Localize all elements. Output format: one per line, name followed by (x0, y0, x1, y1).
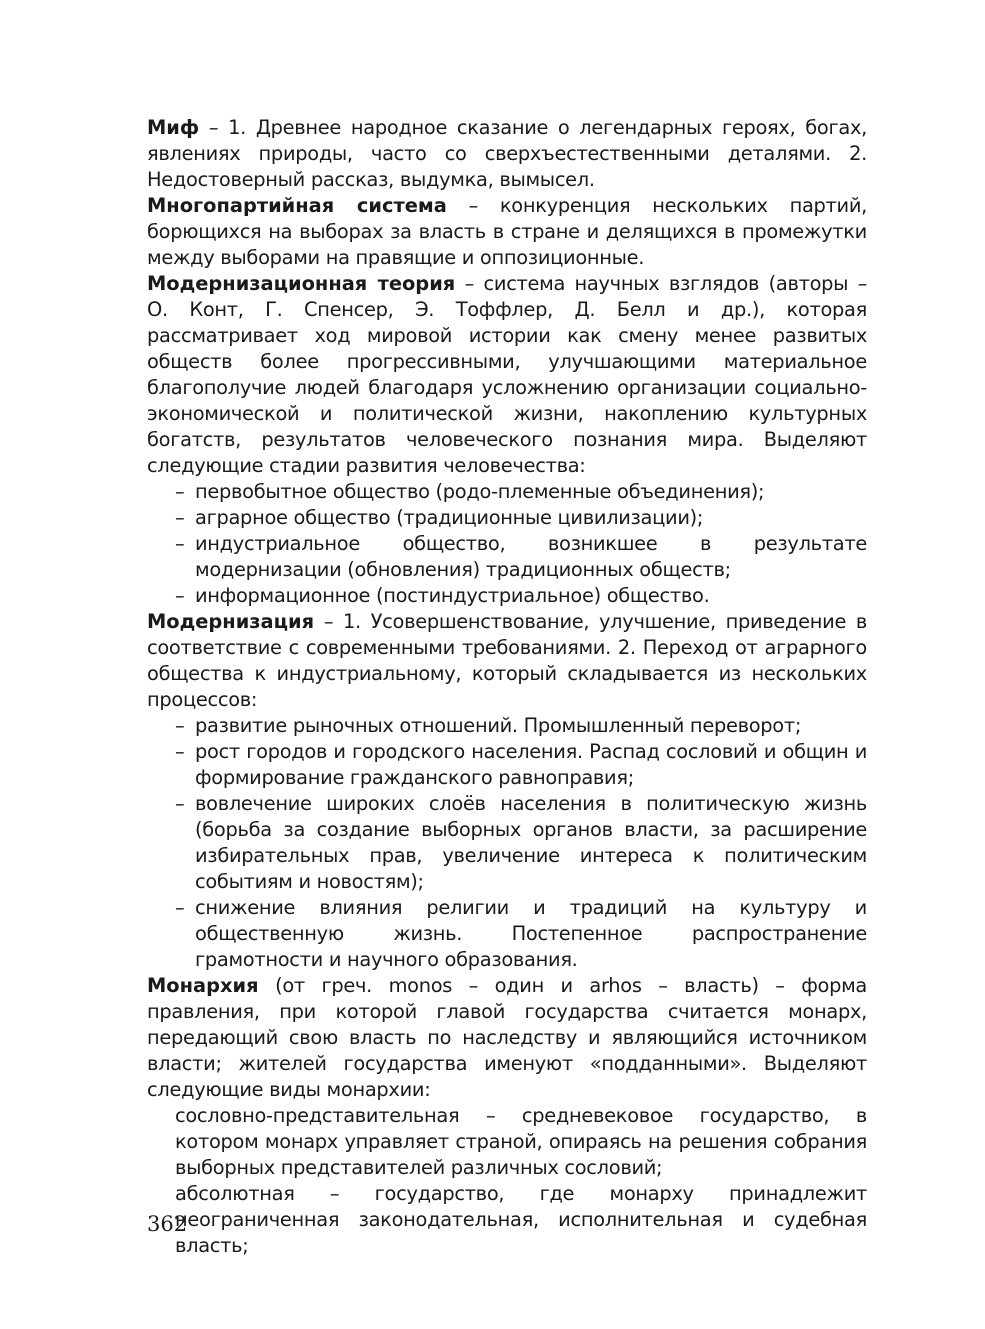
definition: (от греч. monos – один и arhos – власть) – форма правления, при которой главой государства считается монарх, передающий свою власть по наследству и являющийся источником власти; жителей государства именуют «подданными». Выделяют следующие виды монархии: (147, 974, 867, 1101)
page-body (147, 115, 867, 1259)
list-item: – развитие рыночных отношений. Промышленный переворот; (175, 713, 867, 739)
definition: – конкуренция нескольких партий, борющихся на выборах за власть в стране и делящихся в промежутки между выборами на правящие и оппозиционные. (147, 194, 867, 269)
term: Модернизация (147, 610, 315, 633)
processes-list (147, 713, 867, 973)
list-item: сословно-представительная – средневековое государство, в котором монарх управляет страной, опираясь на решения собрания выборных представителей различных сословий; (175, 1104, 867, 1179)
term: Многопартийная система (147, 194, 447, 217)
definition: – система научных взглядов (авторы – О. Конт, Г. Спенсер, Э. Тоффлер, Д. Белл и др.), которая рассматривает ход мировой истории как смену менее развитых обществ более прогрессивными, улучшающими материальное благополучие людей благодаря усложнению организации социально-экономической и политической жизни, накоплению культурных богатств, результатов человеческого познания мира. Выделяют следующие стадии развития человечества: (147, 272, 867, 477)
entry-mnogopartiynaya-sistema (147, 193, 867, 271)
entry-mif (147, 115, 867, 193)
list-item: абсолютная – государство, где монарху принадлежит неограниченная законодательная, исполнительная и судебная власть; (175, 1182, 867, 1257)
list-item: – индустриальное общество, возникшее в результате модернизации (обновления) традиционных обществ; (175, 531, 867, 583)
list-item: – рост городов и городского населения. Распад сословий и общин и формирование гражданского равноправия; (175, 739, 867, 791)
list-item: – вовлечение широких слоёв населения в политическую жизнь (борьба за создание выборных органов власти, за расширение избирательных прав, увеличение интереса к политическим событиям и новостям); (175, 791, 867, 895)
term: Модернизационная теория (147, 272, 456, 295)
list-item: – аграрное общество (традиционные цивилизации); (175, 505, 867, 531)
entry-modernizatsionnaya-teoriya (147, 271, 867, 479)
definition: – 1. Усовершенствование, улучшение, приведение в соответствие с современными требованиями. 2. Переход от аграрного общества к индустриальному, который складывается из нескольких процессов: (147, 610, 867, 711)
monarchy-types-list (147, 1103, 867, 1259)
stages-list (147, 479, 867, 609)
list-item: – первобытное общество (родо-племенные объединения); (175, 479, 867, 505)
list-item: – информационное (постиндустриальное) общество. (175, 583, 867, 609)
list-item: – снижение влияния религии и традиций на культуру и общественную жизнь. Постепенное распространение грамотности и научного образования. (175, 895, 867, 973)
definition: – 1. Древнее народное сказание о легендарных героях, богах, явлениях природы, часто со сверхъестественными деталями. 2. Недостоверный рассказ, выдумка, вымысел. (147, 116, 867, 191)
term: Монархия (147, 974, 259, 997)
entry-monarkhiya (147, 973, 867, 1103)
page-number: 362 (147, 1212, 188, 1236)
term: Миф (147, 116, 200, 139)
entry-modernizatsiya (147, 609, 867, 713)
